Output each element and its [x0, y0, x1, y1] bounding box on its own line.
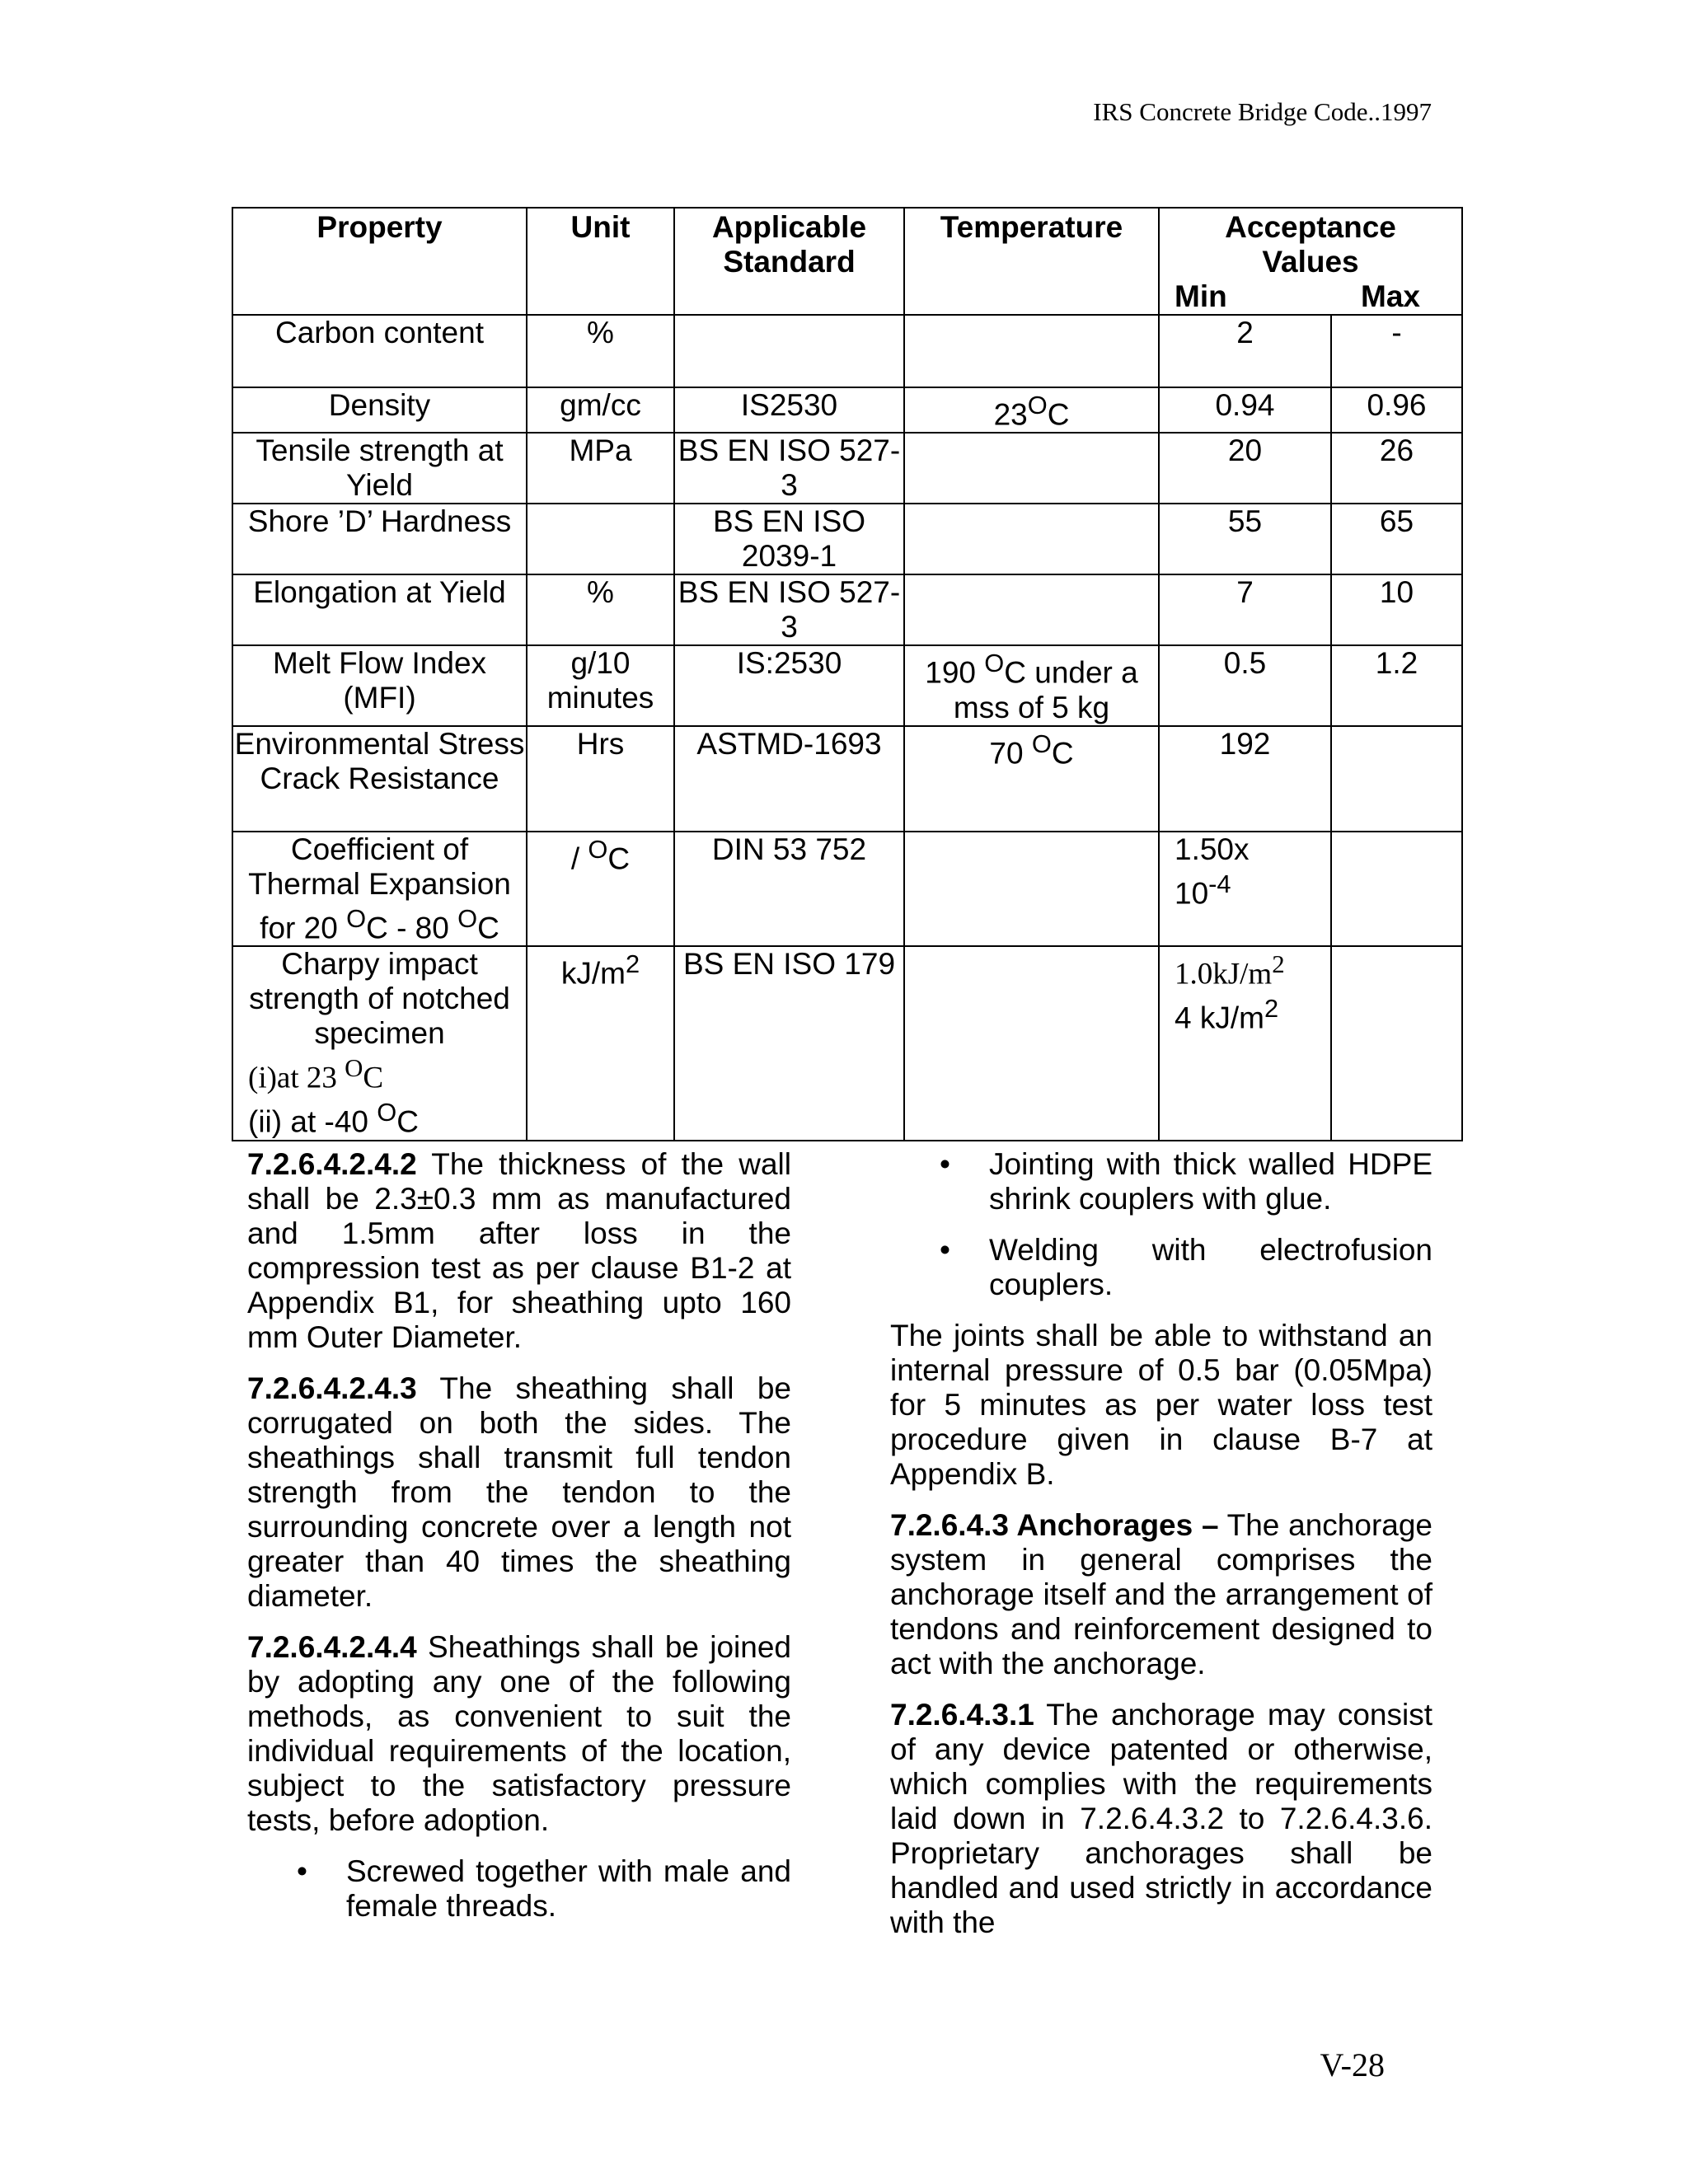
paragraph-7-2-6-4-2-4-2: 7.2.6.4.2.4.2 The thickness of the wall shall be 2.3±0.3 mm as manufactured and 1.5mm after loss in the compression test as per clause B1-2 at Appendix B1, for sheathing upto 160 mm Outer Diameter.	[247, 1147, 791, 1354]
header-standard-line1: Applicable	[711, 210, 867, 244]
table-header-row	[232, 208, 1462, 315]
paragraph-joints: The joints shall be able to withstand an internal pressure of 0.5 bar (0.05Mpa) for 5 minutes as per water loss test procedure given in clause B-7 at Appendix B.	[890, 1319, 1432, 1491]
right-text-column	[890, 1147, 1432, 1957]
cell-standard	[674, 315, 904, 387]
cell-unit: %	[527, 315, 674, 387]
table-row	[232, 574, 1462, 645]
running-header: IRS Concrete Bridge Code..1997	[1093, 97, 1432, 126]
bullet-icon: •	[940, 1147, 950, 1181]
cell-standard: ASTMD-1693	[674, 726, 904, 832]
paragraph-7-2-6-4-2-4-4: 7.2.6.4.2.4.4 Sheathings shall be joined by adopting any one of the following methods, as convenient to suit the individual requirements of the location, subject to the satisfactory pressure tests, before adoption.	[247, 1630, 791, 1837]
paragraph-7-2-6-4-3: 7.2.6.4.3 Anchorages – The anchorage system in general comprises the anchorage itself and the arrangement of tendons and reinforcement designed to act with the anchorage.	[890, 1508, 1432, 1680]
cell-unit: Hrs	[527, 726, 674, 832]
cell-min: 1.50x $10^{-4}$	[1159, 832, 1331, 946]
cell-unit	[527, 504, 674, 574]
cell-property: Charpy impact strength of notched specimen (i)at 23 $^O$C (ii) at -40 $^O$C	[232, 946, 527, 1141]
cell-unit: %	[527, 574, 674, 645]
cell-min: 7	[1159, 574, 1331, 645]
header-temperature: Temperature	[904, 208, 1159, 315]
page-number: V-28	[1320, 2046, 1385, 2083]
table-row	[232, 946, 1462, 1141]
header-acceptance-line1: Acceptance	[1225, 210, 1396, 244]
cell-temperature	[904, 504, 1159, 574]
bullet-item: • Welding with electrofusion couplers.	[940, 1233, 1432, 1301]
cell-min: 0.5	[1159, 645, 1331, 725]
cell-unit: $kJ/m^2$	[527, 946, 674, 1141]
cell-temperature	[904, 315, 1159, 387]
header-max: Max	[1361, 279, 1420, 313]
cell-temperature	[904, 832, 1159, 946]
bullet-item: • Jointing with thick walled HDPE shrink couplers with glue.	[940, 1147, 1432, 1216]
cell-unit: gm/cc	[527, 387, 674, 433]
cell-property: Environmental Stress Crack Resistance	[232, 726, 527, 832]
table-row	[232, 315, 1462, 387]
table-row	[232, 387, 1462, 433]
cell-standard: BS EN ISO 527-3	[674, 574, 904, 645]
cell-temperature: $23^OC$	[904, 387, 1159, 433]
cell-property: Density	[232, 387, 527, 433]
table-row	[232, 645, 1462, 725]
cell-min: 0.94	[1159, 387, 1331, 433]
cell-min: 2	[1159, 315, 1331, 387]
header-property: Property	[232, 208, 527, 315]
header-acceptance	[1159, 208, 1462, 315]
cell-property: Tensile strength at Yield	[232, 433, 527, 504]
cell-temperature	[904, 574, 1159, 645]
table-row	[232, 433, 1462, 504]
header-min: Min	[1175, 279, 1227, 313]
cell-max: 26	[1331, 433, 1462, 504]
cell-property: Elongation at Yield	[232, 574, 527, 645]
cell-standard: BS EN ISO 2039-1	[674, 504, 904, 574]
cell-property: Carbon content	[232, 315, 527, 387]
header-standard-line2: Standard	[723, 245, 856, 279]
table-row	[232, 726, 1462, 832]
cell-standard: BS EN ISO 179	[674, 946, 904, 1141]
material-properties-table	[232, 207, 1463, 1141]
cell-unit: / $^O$C	[527, 832, 674, 946]
table-row	[232, 504, 1462, 574]
table-row	[232, 832, 1462, 946]
cell-property: Coefficient of Thermal Expansion for 20 $^O$C - 80 $^O$C	[232, 832, 527, 946]
cell-temperature	[904, 433, 1159, 504]
paragraph-7-2-6-4-3-1: 7.2.6.4.3.1 The anchorage may consist of any device patented or otherwise, which complies with the requirements laid down in 7.2.6.4.3.2 to 7.2.6.4.3.6. Proprietary anchorages shall be handled and used strictly in accordance with the	[890, 1698, 1432, 1939]
paragraph-7-2-6-4-2-4-3: 7.2.6.4.2.4.3 The sheathing shall be corrugated on both the sides. The sheathings shall transmit full tendon strength from the tendon to the surrounding concrete over a length not greater than 40 times the sheathing diameter.	[247, 1371, 791, 1613]
cell-max	[1331, 726, 1462, 832]
cell-min: 192	[1159, 726, 1331, 832]
cell-max	[1331, 946, 1462, 1141]
cell-max: 1.2	[1331, 645, 1462, 725]
cell-standard: DIN 53 752	[674, 832, 904, 946]
cell-standard: IS:2530	[674, 645, 904, 725]
bullet-icon: •	[297, 1854, 307, 1888]
cell-max: 0.96	[1331, 387, 1462, 433]
bullet-icon: •	[940, 1233, 950, 1267]
cell-min: 20	[1159, 433, 1331, 504]
cell-unit: g/10 minutes	[527, 645, 674, 725]
cell-standard: IS2530	[674, 387, 904, 433]
cell-property: Shore ’D’ Hardness	[232, 504, 527, 574]
header-standard	[674, 208, 904, 315]
cell-unit: MPa	[527, 433, 674, 504]
cell-property: Melt Flow Index (MFI)	[232, 645, 527, 725]
cell-max: 65	[1331, 504, 1462, 574]
cell-temperature: 190 $^O$C under a mss of 5 kg	[904, 645, 1159, 725]
cell-temperature: 70 $^O$C	[904, 726, 1159, 832]
cell-max: 10	[1331, 574, 1462, 645]
cell-max: -	[1331, 315, 1462, 387]
cell-max	[1331, 832, 1462, 946]
cell-min: $1.0kJ/m^2$ 4 $kJ/m^2$	[1159, 946, 1331, 1141]
header-acceptance-line2: Values	[1262, 245, 1359, 279]
left-text-column	[247, 1147, 791, 1940]
cell-standard: BS EN ISO 527-3	[674, 433, 904, 504]
bullet-item: • Screwed together with male and female threads.	[297, 1854, 791, 1923]
header-unit: Unit	[527, 208, 674, 315]
cell-temperature	[904, 946, 1159, 1141]
cell-min: 55	[1159, 504, 1331, 574]
